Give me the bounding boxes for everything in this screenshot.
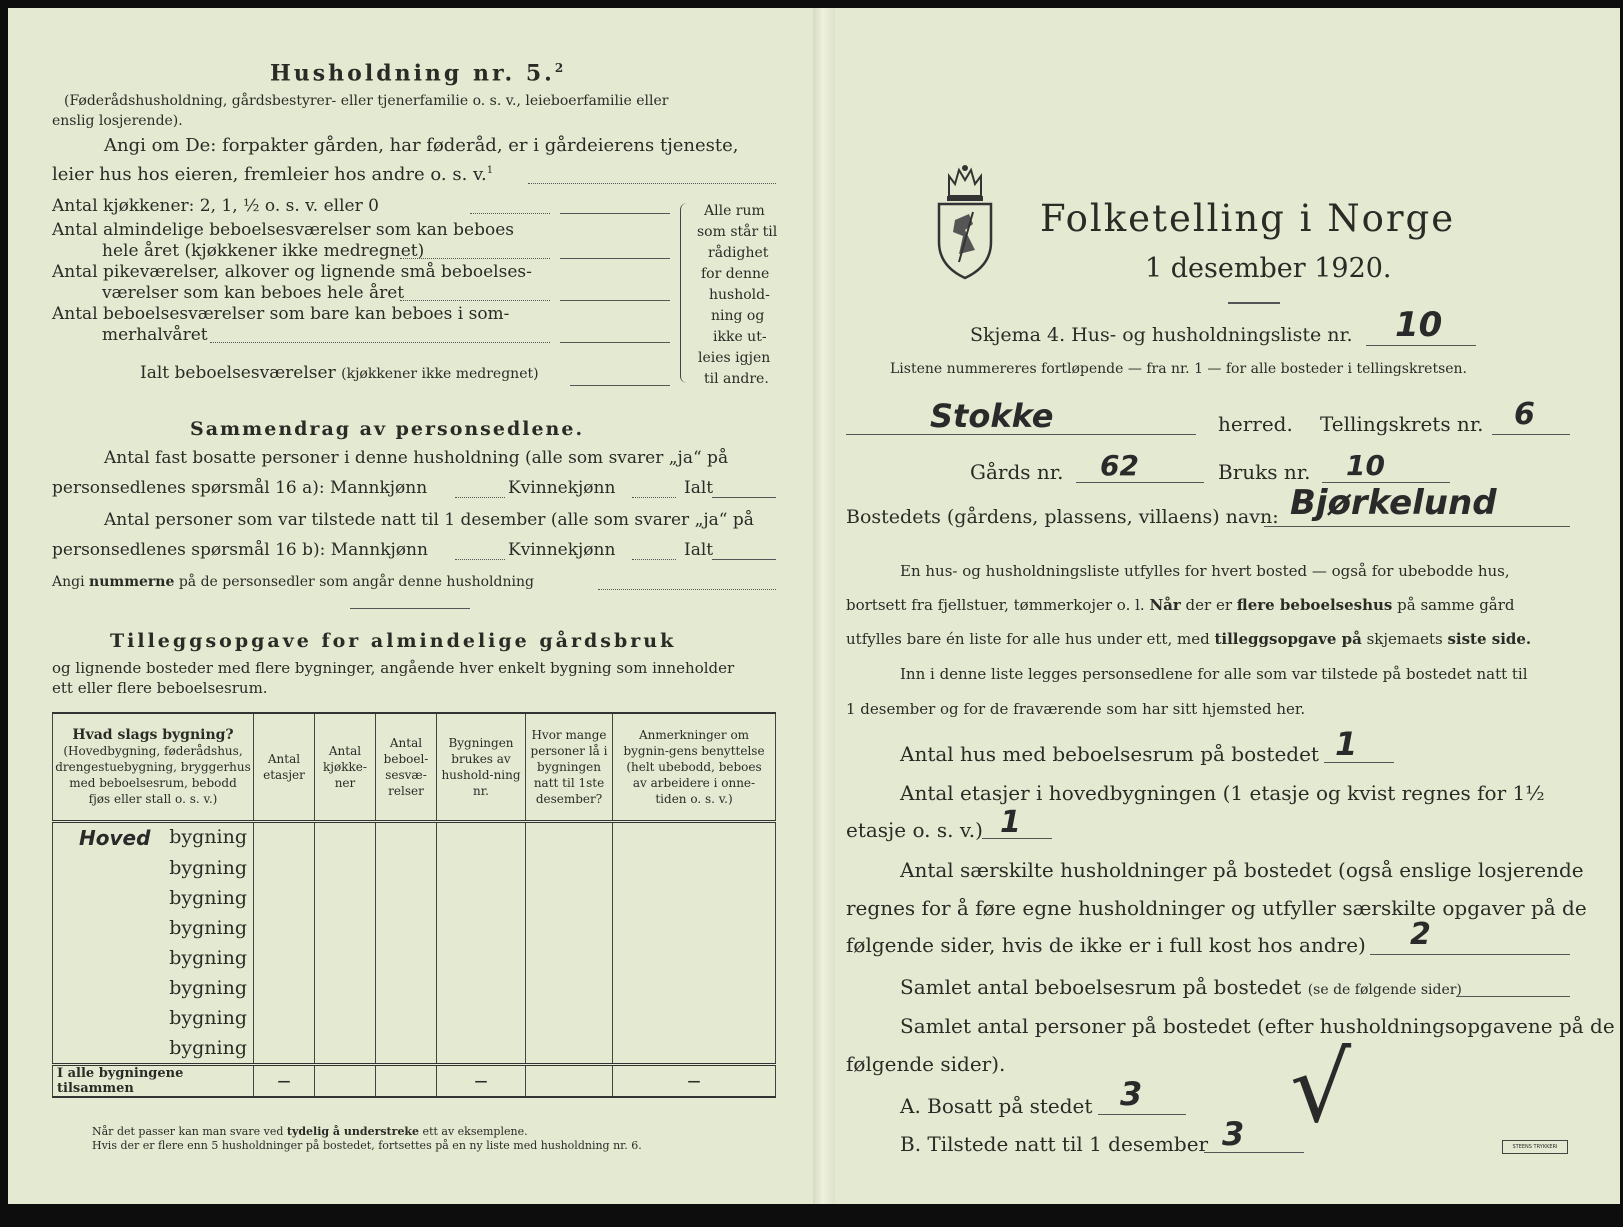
page-fold [813, 8, 835, 1204]
tellingskrets-value: 6 [1514, 397, 1535, 432]
pike-label-2: værelser som kan beboes hele året [102, 283, 405, 303]
ialt-rooms-label: Ialt beboelsesværelser (kjøkkener ikke medregnet) [140, 363, 539, 383]
title-divider [1228, 302, 1280, 304]
col-bygning-header: Hvad slags bygning? (Hovedbygning, føderådshus, drengestuebygning, bryggerhus med beboelsesrum, bebodd fjøs eller stall o. s. v.) [53, 713, 254, 822]
side-note-7: ikke ut- [713, 329, 767, 345]
angi-line-1: Angi om De: forpakter gården, har føderåd, er i gårdeierens tjeneste, [104, 135, 739, 156]
instruction-5: 1 desember og for de fraværende som har sitt hjemsted her. [846, 700, 1306, 718]
table-row[interactable]: bygning [53, 943, 776, 973]
col-kjokkener-header: Antal kjøkke-ner [315, 713, 376, 822]
bruks-label: Bruks nr. [1218, 460, 1311, 484]
kjokkener-label: Antal kjøkkener: 2, 1, ½ o. s. v. eller 0 [52, 196, 379, 216]
summary-p2-a: Antal personer som var tilstede natt til 1 desember (alle som svarer „ja“ på [104, 510, 754, 530]
side-note-8: leies igjen [698, 350, 771, 366]
col-anmerk-header: Anmerkninger om bygnin-gens benyttelse (helt ubebodd, beboes av arbeidere i onne-tiden o. s. v.) [613, 713, 776, 822]
instruction-2: bortsett fra fjellstuer, tømmerkojer o. l. Når der er flere beboelseshus på samme gård [846, 596, 1515, 614]
bosted-label: Bostedets (gårdens, plassens, villaens) navn: [846, 506, 1279, 528]
printer-stamp: STEENS TRYKKERI [1502, 1140, 1568, 1154]
samlet-pers-line-2: følgende sider). [846, 1052, 1006, 1076]
bosatt-value: 3 [1120, 1075, 1143, 1113]
gards-line[interactable] [1076, 482, 1204, 483]
tellingskrets-label: Tellingskrets nr. [1320, 412, 1484, 436]
etasjer-value: 1 [1000, 805, 1021, 840]
room-brace [680, 203, 687, 383]
census-date: 1 desember 1920. [1145, 253, 1392, 284]
hus-label: Antal hus med beboelsesrum på bostedet [900, 742, 1319, 766]
building-table-header [53, 713, 776, 822]
table-total-row [53, 1065, 776, 1098]
bruks-value: 10 [1346, 449, 1385, 482]
section-divider [350, 608, 470, 609]
kjokkener-value[interactable] [560, 213, 670, 214]
pike-label-1: Antal pikeværelser, alkover og lignende små beboelses- [52, 262, 532, 282]
col-personer-header: Hvor mange personer lå i bygningen natt til 1ste desember? [526, 713, 613, 822]
footnote-2: Hvis der er flere enn 5 husholdninger på bostedet, fortsettes på en ny liste med husholdning nr. 6. [92, 1139, 642, 1152]
table-row[interactable]: Hoved bygning [53, 822, 776, 854]
summary-heading: Sammendrag av personsedlene. [190, 418, 585, 440]
total-anmerk: — [613, 1065, 776, 1098]
instruction-1: En hus- og husholdningsliste utfylles for hvert bosted — også for ubebodde hus, [900, 562, 1510, 580]
side-note-2: som står til [697, 224, 778, 240]
side-note-4: for denne [701, 266, 770, 282]
alm-value[interactable] [560, 258, 670, 259]
p2-ialt-label: Ialt [684, 540, 714, 560]
p2-ialt-value[interactable] [712, 559, 776, 560]
side-note-3: rådighet [708, 245, 769, 261]
p2-kvinne-fill[interactable] [632, 559, 676, 560]
household-title: Husholdning nr. 5.$^2$ [270, 60, 567, 87]
p1-mann-fill[interactable] [455, 497, 505, 498]
table-row[interactable]: bygning [53, 1033, 776, 1065]
building-table [52, 712, 776, 1098]
kjokkener-fill[interactable] [470, 213, 550, 214]
sers-line[interactable] [1370, 954, 1570, 955]
p2-kvinne-label: Kvinnekjønn [508, 540, 616, 560]
summary-p2-b: personsedlenes spørsmål 16 b): Mannkjønn [52, 540, 428, 560]
total-etasjer: — [254, 1065, 315, 1098]
p1-kvinne-label: Kvinnekjønn [508, 478, 616, 498]
sers-value: 2 [1410, 917, 1431, 952]
table-row[interactable]: bygning [53, 853, 776, 883]
samlet-rum-line[interactable] [1456, 996, 1570, 997]
intro-line-1: (Føderådshusholdning, gårdsbestyrer- eller tjenerfamilie o. s. v., leieboerfamilie eller [64, 93, 669, 109]
side-note-9: til andre. [704, 371, 769, 387]
bosted-line[interactable] [1264, 526, 1570, 527]
p1-ialt-label: Ialt [684, 478, 714, 498]
sers-line-3: følgende sider, hvis de ikke er i full kost hos andre) [846, 933, 1366, 957]
sommer-label-1: Antal beboelsesværelser som bare kan beboes i som- [52, 304, 510, 324]
angi-line-2: leier hus hos eieren, fremleier hos andre o. s. v.$^1$ [52, 164, 494, 185]
p1-ialt-value[interactable] [712, 497, 776, 498]
herred-value: Stokke [930, 397, 1054, 435]
norway-coat-of-arms-icon [935, 162, 995, 280]
listene-note: Listene nummereres fortløpende — fra nr. 1 — for alle bosteder i tellingskretsen. [890, 361, 1468, 377]
tillegg-text-2: ett eller flere beboelsesrum. [52, 679, 268, 697]
sers-line-1: Antal særskilte husholdninger på bostedet (også enslige losjerende [900, 858, 1584, 882]
alm-fill[interactable] [400, 258, 550, 259]
instruction-3: utfylles bare én liste for alle hus under ett, med tilleggsopgave på skjemaets siste side. [846, 630, 1532, 648]
summary-p1-b: personsedlenes spørsmål 16 a): Mannkjønn [52, 478, 428, 498]
hus-value: 1 [1335, 725, 1358, 763]
col-etasjer-header: Antal etasjer [254, 713, 315, 822]
tilstede-label: B. Tilstede natt til 1 desember [900, 1132, 1209, 1156]
sommer-value[interactable] [560, 342, 670, 343]
instruction-4: Inn i denne liste legges personsedlene for alle som var tilstede på bostedet natt til [900, 665, 1528, 683]
nummerne-fill[interactable] [598, 589, 776, 590]
bosatt-line[interactable] [1098, 1114, 1186, 1115]
intro-line-2: enslig losjerende). [52, 113, 183, 129]
skjema-nr-line[interactable] [1366, 345, 1476, 346]
herred-label: herred. [1218, 412, 1293, 436]
check-mark: √ [1290, 1032, 1352, 1144]
tillegg-text-1: og lignende bosteder med flere bygninger, angående hver enkelt bygning som inneholder [52, 659, 735, 677]
alm-label-2: hele året (kjøkkener ikke medregnet) [102, 241, 425, 261]
ialt-rooms-value[interactable] [570, 385, 670, 386]
angi-nummerne: Angi nummerne på de personsedler som angår denne husholdning [52, 574, 534, 590]
total-label: I alle bygningene tilsammen [53, 1065, 254, 1098]
etasjer-line-2: etasje o. s. v.) [846, 818, 983, 842]
table-row[interactable]: bygning [53, 913, 776, 943]
side-note-1: Alle rum [704, 203, 765, 219]
sommer-fill[interactable] [210, 342, 550, 343]
samlet-rum-label: Samlet antal beboelsesrum på bostedet (se de følgende sider) [900, 975, 1462, 999]
tellingskrets-line[interactable] [1492, 434, 1570, 435]
summary-p1-a: Antal fast bosatte personer i denne husholdning (alle som svarer „ja“ på [104, 448, 729, 468]
etasjer-line-1: Antal etasjer i hovedbygningen (1 etasje og kvist regnes for 1½ [900, 781, 1545, 805]
row-type-handwritten: Hoved [79, 826, 151, 850]
table-row[interactable]: bygning [53, 973, 776, 1003]
table-row[interactable]: bygning [53, 883, 776, 913]
census-title: Folketelling i Norge [1040, 197, 1456, 240]
angi-fill-line[interactable] [528, 183, 776, 184]
col-hushold-header: Bygningen brukes av hushold-ning nr. [437, 713, 526, 822]
bosted-value: Bjørkelund [1290, 483, 1497, 523]
footnote-1: Når det passer kan man svare ved tydelig å understreke ett av eksemplene. [92, 1125, 528, 1138]
tilstede-value: 3 [1222, 1115, 1245, 1153]
sers-line-2: regnes for å føre egne husholdninger og utfyller særskilte opgaver på de [846, 896, 1587, 920]
pike-value[interactable] [560, 300, 670, 301]
skjema-label: Skjema 4. Hus- og husholdningsliste nr. [970, 324, 1353, 346]
pike-fill[interactable] [400, 300, 550, 301]
tillegg-heading: Tilleggsopgave for almindelige gårdsbruk [110, 630, 677, 652]
total-hushold: — [437, 1065, 526, 1098]
col-beboelse-header: Antal beboel-sesvæ-relser [376, 713, 437, 822]
side-note-6: ning og [711, 308, 765, 324]
table-row[interactable]: bygning [53, 1003, 776, 1033]
bosatt-label: A. Bosatt på stedet [900, 1094, 1093, 1118]
tilstede-line[interactable] [1204, 1152, 1304, 1153]
samlet-pers-line-1: Samlet antal personer på bostedet (efter husholdningsopgavene på de [900, 1014, 1615, 1038]
alm-label-1: Antal almindelige beboelsesværelser som kan beboes [52, 220, 514, 240]
gards-value: 62 [1100, 449, 1139, 482]
p1-kvinne-fill[interactable] [632, 497, 676, 498]
sommer-label-2: merhalvåret [102, 325, 208, 345]
gards-label: Gårds nr. [970, 460, 1064, 484]
p2-mann-fill[interactable] [455, 559, 505, 560]
side-note-5: hushold- [709, 287, 770, 303]
skjema-nr-value: 10 [1395, 305, 1443, 345]
